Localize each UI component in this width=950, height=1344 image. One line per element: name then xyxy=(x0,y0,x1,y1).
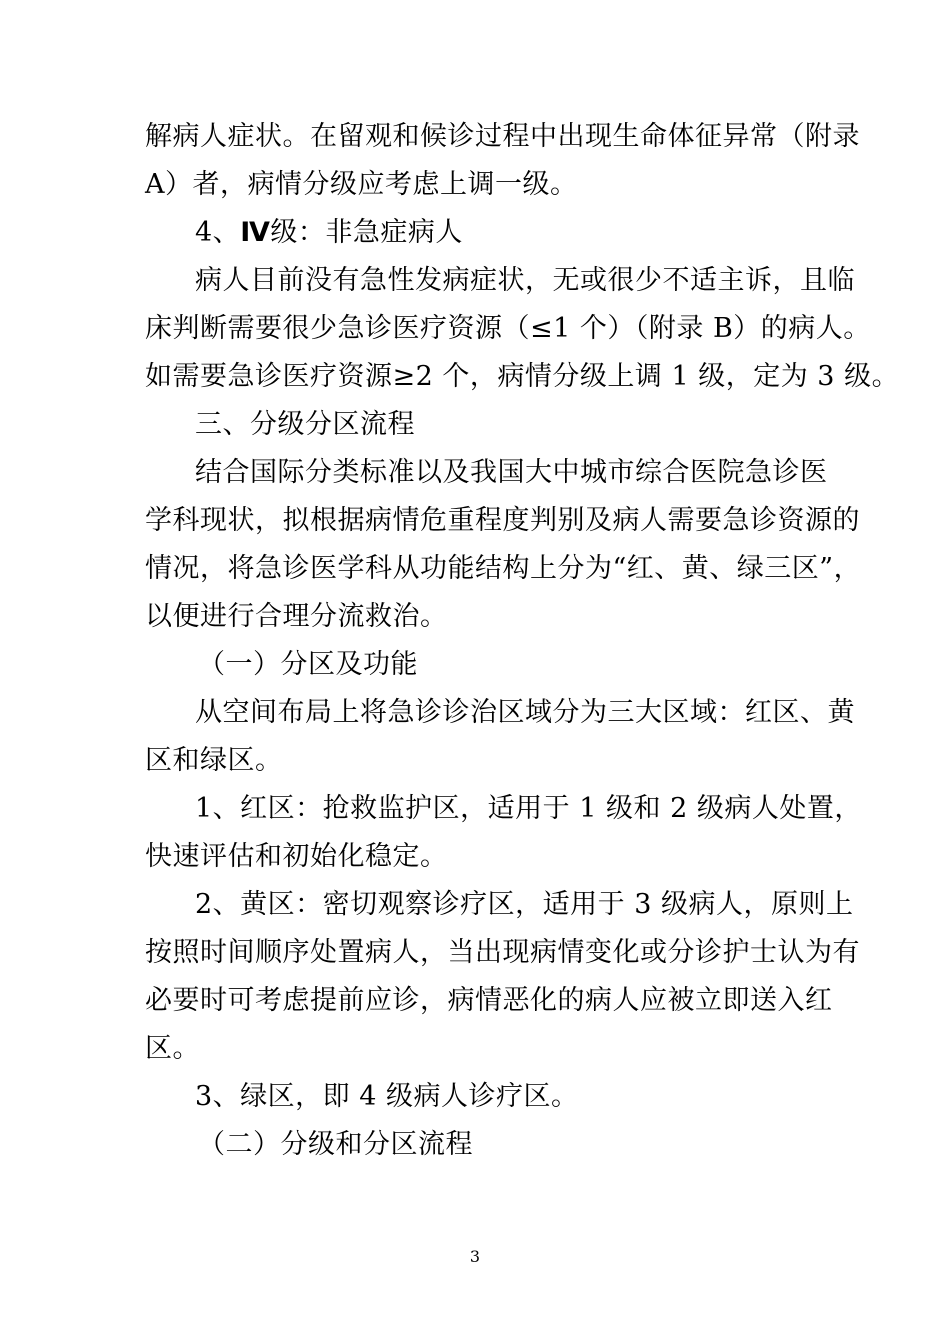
text-line: 床判断需要很少急诊医疗资源（≤1 个）（附录 B）的病人。 xyxy=(145,313,871,344)
heading-number: 4、 xyxy=(195,217,241,248)
text-line: 区和绿区。 xyxy=(145,745,283,776)
section-heading: 三、分级分区流程 xyxy=(195,409,415,440)
subsection-heading: （一）分区及功能 xyxy=(198,649,418,680)
text-line: 从空间布局上将急诊诊治区域分为三大区域：红区、黄 xyxy=(195,697,855,728)
text-line: 学科现状，拟根据病情危重程度判别及病人需要急诊资源的 xyxy=(145,505,860,536)
text-line: 如需要急诊医疗资源≥2 个，病情分级上调 1 级，定为 3 级。 xyxy=(145,361,900,392)
text-line: 按照时间顺序处置病人，当出现病情变化或分诊护士认为有 xyxy=(145,937,860,968)
text-line: 1、红区：抢救监护区，适用于 1 级和 2 级病人处置， xyxy=(195,793,862,824)
text-line: 情况，将急诊医学科从功能结构上分为“红、黄、绿三区”， xyxy=(145,553,862,584)
text-line: 3、绿区，即 4 级病人诊疗区。 xyxy=(195,1081,579,1112)
roman-numeral: Ⅳ xyxy=(240,217,271,248)
text-line: 以便进行合理分流救治。 xyxy=(145,601,448,632)
section-heading-level-4 xyxy=(195,215,463,251)
text-line: 病人目前没有急性发病症状，无或很少不适主诉，且临 xyxy=(195,265,855,296)
text-line: 区。 xyxy=(145,1033,200,1064)
text-line: 解病人症状。在留观和候诊过程中出现生命体征异常（附录 xyxy=(145,121,860,152)
text-line: A）者，病情分级应考虑上调一级。 xyxy=(145,169,578,200)
subsection-heading: （二）分级和分区流程 xyxy=(198,1129,473,1160)
text-line: 结合国际分类标准以及我国大中城市综合医院急诊医 xyxy=(195,457,828,488)
heading-text: 级：非急症病人 xyxy=(270,217,463,248)
text-line: 2、黄区：密切观察诊疗区，适用于 3 级病人，原则上 xyxy=(195,889,854,920)
page-number: 3 xyxy=(469,1247,481,1266)
text-line: 必要时可考虑提前应诊，病情恶化的病人应被立即送入红 xyxy=(145,985,833,1016)
text-line: 快速评估和初始化稳定。 xyxy=(145,841,448,872)
